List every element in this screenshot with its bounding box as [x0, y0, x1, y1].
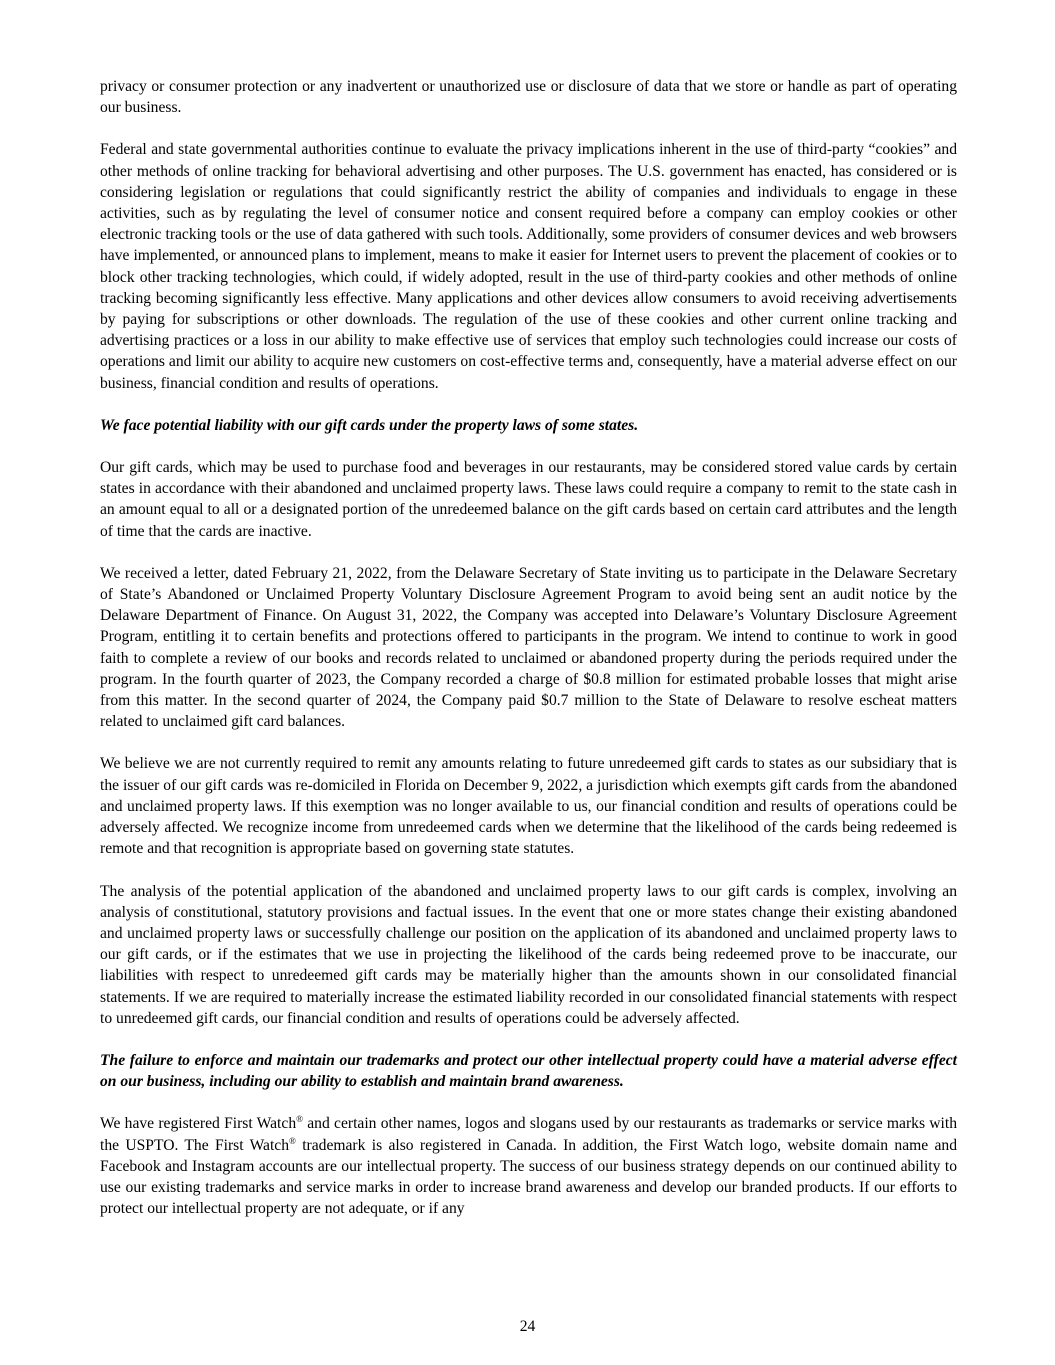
heading-gift-card-liability: We face potential liability with our gift cards under the property laws of some states. — [100, 416, 639, 434]
text-segment: trademark is also registered in Canada. In addition, the First Watch logo, website domain name and Facebook and Instagram accounts are our intellectual property. The success of our business strategy depends on our continued ability to use our existing trademarks and service marks in order to increase brand awareness and develop our branded products. If our efforts to protect our intellectual property are not adequate, or if any — [100, 1136, 957, 1218]
paragraph-unclaimed-property-analysis: The analysis of the potential application of the abandoned and unclaimed property laws to our gift cards is complex, involving an analysis of constitutional, statutory provisions and factual issues. In the event that one or more states change their existing abandoned and unclaimed property laws or successfully challenge our position on the application of its abandoned and unclaimed property laws to our gift cards, or if the estimates that we use in projecting the likelihood of the cards being redeemed prove to be inaccurate, our liabilities with respect to unredeemed gift cards may be materially higher than the amounts shown in our consolidated financial statements. If we are required to materially increase the estimated liability recorded in our consolidated financial statements with respect to unredeemed gift cards, our financial condition and results of operations could be adversely affected. — [100, 882, 957, 1027]
registered-trademark-symbol: ® — [296, 1114, 303, 1125]
text-segment: and certain other names, logos and slogans used by our restaurants as trademarks or service marks with the USPTO. The First Watch — [100, 1115, 958, 1154]
paragraph-trademarks-registered — [100, 1113, 957, 1219]
paragraph-privacy-continuation: privacy or consumer protection or any inadvertent or unauthorized use or disclosure of data that we store or handle as part of operating our business. — [100, 78, 957, 117]
text-segment: We have registered First Watch — [100, 1115, 297, 1133]
registered-trademark-symbol: ® — [289, 1135, 296, 1146]
page-footer — [0, 1318, 1055, 1336]
paragraph-delaware-vda: We received a letter, dated February 21, 2022, from the Delaware Secretary of State inviting us to participate in the Delaware Secretary of State’s Abandoned or Unclaimed Property Voluntary Disclosure Agreement Program to avoid being sent an audit notice by the Delaware Department of Finance. On August 31, 2022, the Company was accepted into Delaware’s Voluntary Disclosure Agreement Program, entitling it to certain benefits and protections offered to participants in the program. We intend to continue to work in good faith to complete a review of our books and records related to unclaimed or abandoned property during the periods required under the program. In the fourth quarter of 2023, the Company recorded a charge of $0.8 million for estimated probable losses that might arise from this matter. In the second quarter of 2024, the Company paid $0.7 million to the State of Delaware to resolve escheat matters related to unclaimed gift card balances. — [100, 564, 957, 731]
paragraph-gift-cards-stored-value: Our gift cards, which may be used to purchase food and beverages in our restaurants, may be considered stored value cards by certain states in accordance with their abandoned and unclaimed property laws. These laws could require a company to remit to the state cash in an amount equal to all or a designated portion of the unredeemed balance on the gift cards based on certain card attributes and the length of time that the cards are inactive. — [100, 459, 957, 540]
paragraph-cookies-regulation: Federal and state governmental authorities continue to evaluate the privacy implications inherent in the use of third-party “cookies” and other methods of online tracking for behavioral advertising and other purposes. The U.S. government has enacted, has considered or is considering legislation or regulations that could significantly restrict the ability of companies and individuals to engage in these activities, such as by regulating the level of consumer notice and consent required before a company can employ cookies or other electronic tracking tools or the use of data gathered with such tools. Additionally, some providers of consumer devices and web browsers have implemented, or announced plans to implement, means to make it easier for Internet users to prevent the placement of cookies or to block other tracking technologies, which could, if widely adopted, result in the use of third-party cookies and other methods of online tracking becoming significantly less effective. Many applications and other devices allow consumers to avoid receiving advertisements by paying for subscriptions or other downloads. The regulation of the use of these cookies and other current online tracking and advertising practices or a loss in our ability to make effective use of services that employ such technologies could increase our costs of operations and limit our ability to acquire new customers on cost-effective terms and, consequently, have a material adverse effect on our business, financial condition and results of operations. — [100, 141, 957, 392]
page-number: 24 — [519, 1318, 536, 1335]
paragraph-florida-redomicile: We believe we are not currently required to remit any amounts relating to future unredeemed gift cards to states as our subsidiary that is the issuer of our gift cards was re-domiciled in Florida on December 9, 2022, a jurisdiction which exempts gift cards from the abandoned and unclaimed property laws. If this exemption was no longer available to us, our financial condition and results of operations could be adversely affected. We recognize income from unredeemed cards when we determine that the likelihood of the cards being redeemed is remote and that recognition is appropriate based on governing state statutes. — [100, 755, 957, 858]
heading-trademark-protection: The failure to enforce and maintain our trademarks and protect our other intellectual property could have a material adverse effect on our business, including our ability to establish and maintain brand awareness. — [100, 1051, 957, 1091]
